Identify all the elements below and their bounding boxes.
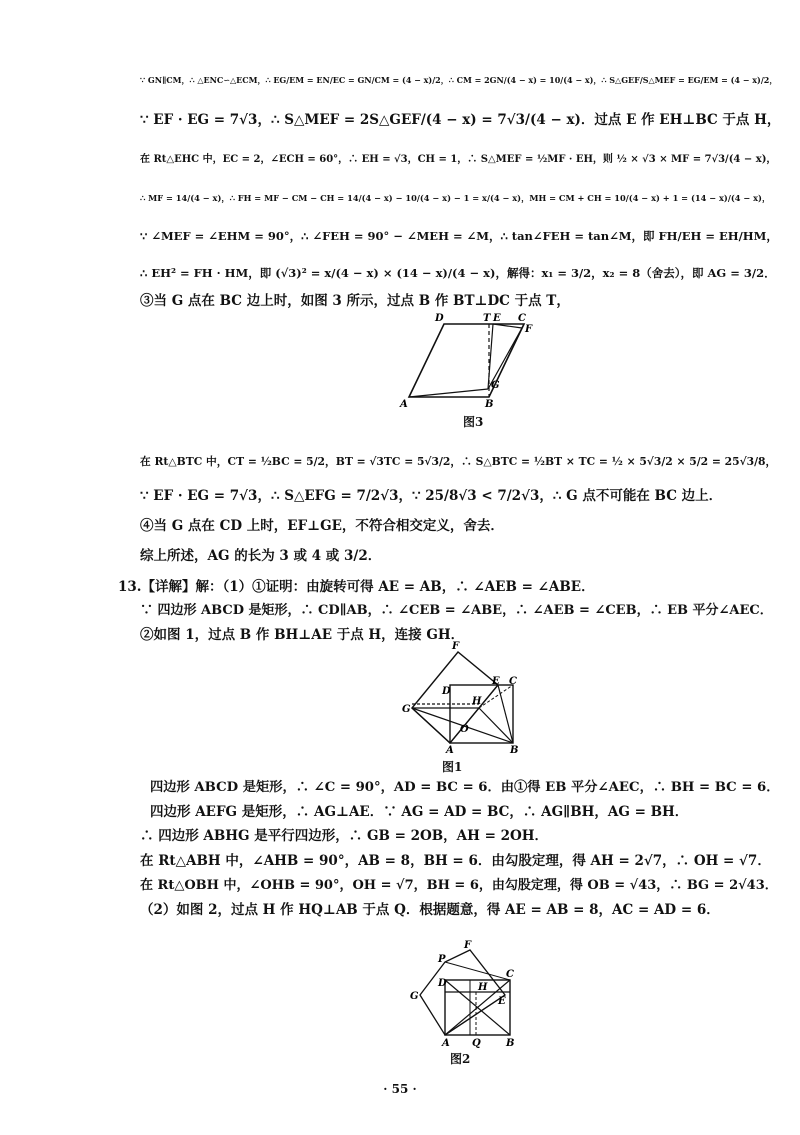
text-line: ∵ 四边形 ABCD 是矩形，∴ CD∥AB，∴ ∠CEB = ∠ABE，∴ ∠AEB = ∠CEB，∴ EB 平分∠AEC． [140, 603, 773, 618]
text-line: ∴ MF = 14/(4 − x)，∴ FH = MF − CM − CH = 14/(4 − x) − 10/(4 − x) − 1 = x/(4 − x)，MH = CM + CH = 10/(4 − x) + 1 = (14 − x)/(4 − x)， [140, 193, 771, 203]
line-ag [409, 389, 488, 397]
label-e: E [493, 313, 501, 324]
figure-3-caption: 图3 [463, 415, 484, 429]
label-g: G [410, 991, 419, 1002]
line-ae [445, 995, 505, 1035]
label-e: E [492, 676, 500, 687]
label-b: B [510, 745, 519, 755]
figure-2-caption: 图2 [450, 1052, 471, 1066]
figure-1 [400, 640, 530, 755]
label-g: G [402, 704, 411, 715]
parallelogram-abcd [409, 324, 524, 397]
text-line: 四边形 ABCD 是矩形，∴ ∠C = 90°，AD = BC = 6．由①得 EB 平分∠AEC，∴ BH = BC = 6． [150, 780, 780, 795]
label-d: D [438, 978, 447, 989]
rect-aefg [412, 652, 498, 743]
label-q: Q [472, 1038, 481, 1049]
label-h: H [478, 982, 488, 993]
text-line: ∴ EH² = FH · HM，即 (√3)² = x/(4 − x) × (14 − x)/(4 − x)，解得：x₁ = 3/2，x₂ = 8（舍去），即 AG = 3/2． [140, 266, 776, 280]
label-b: B [506, 1038, 515, 1049]
label-e: E [498, 996, 506, 1007]
figure-1-caption: 图1 [442, 760, 463, 774]
text-line: 综上所述，AG 的长为 3 或 4 或 3/2． [140, 548, 382, 564]
text-line: ③当 G 点在 BC 边上时，如图 3 所示，过点 B 作 BT⊥DC 于点 T， [140, 293, 570, 309]
figure-2 [400, 940, 525, 1050]
label-o: O [460, 724, 469, 735]
label-f: F [525, 324, 533, 335]
line-ae [450, 685, 498, 743]
label-h: H [472, 696, 482, 707]
text-line: ②如图 1，过点 B 作 BH⊥AE 于点 H，连接 GH． [140, 627, 465, 643]
label-g: G [491, 380, 500, 391]
label-p: P [438, 954, 446, 965]
label-t: T [483, 313, 491, 324]
text-line: 在 Rt△OBH 中，∠OHB = 90°，OH = √7，BH = 6，由勾股定理，得 OB = √43，∴ BG = 2√43． [140, 878, 778, 893]
text-line: 在 Rt△EHC 中，EC = 2，∠ECH = 60°，∴ EH = √3，CH = 1，∴ S△MEF = ½MF · EH，则 ½ × √3 × MF = 7√3/(4 − x)， [140, 154, 777, 165]
label-a: A [446, 745, 454, 755]
label-c: C [518, 313, 526, 324]
text-line: 四边形 AEFG 是矩形，∴ AG⊥AE．∵ AG = AD = BC，∴ AG∥BH，AG = BH． [150, 804, 689, 820]
figure-3 [395, 310, 540, 410]
text-line: ∵ EF · EG = 7√3，∴ S△MEF = 2S△GEF/(4 − x) = 7√3/(4 − x)．过点 E 作 EH⊥BC 于点 H， [140, 112, 781, 128]
text-line: ∵ ∠MEF = ∠EHM = 90°，∴ ∠FEH = 90° − ∠MEH = ∠M，∴ tan∠FEH = tan∠M，即 FH/EH = EH/HM， [140, 229, 778, 243]
label-f: F [464, 940, 472, 951]
label-f: F [452, 641, 460, 652]
label-c: C [506, 969, 514, 980]
line-pc [445, 962, 510, 980]
line-ag [412, 708, 450, 743]
label-a: A [400, 399, 408, 410]
label-a: A [442, 1038, 450, 1049]
label-b: B [485, 399, 494, 410]
text-line: ④当 G 点在 CD 上时，EF⊥GE，不符合相交定义，舍去． [140, 518, 504, 534]
text-line: 在 Rt△BTC 中，CT = ½BC = 5/2，BT = √3TC = 5√3/2，∴ S△BTC = ½BT × TC = ½ × 5√3/2 × 5/2 = 25√3/8， [140, 455, 777, 468]
label-d: D [435, 313, 444, 324]
label-c: C [509, 676, 517, 687]
text-line: 在 Rt△ABH 中，∠AHB = 90°，AB = 8，BH = 6．由勾股定理，得 AH = 2√7，∴ OH = √7． [140, 853, 771, 869]
page-number: · 55 · [383, 1082, 417, 1096]
text-line: ∴ 四边形 ABHG 是平行四边形，∴ GB = 2OB，AH = 2OH． [140, 828, 549, 844]
label-d: D [442, 686, 451, 697]
text-line: （2）如图 2，过点 H 作 HQ⊥AB 于点 Q．根据题意，得 AE = AB = 8，AC = AD = 6． [140, 902, 720, 918]
text-line: ∵ EF · EG = 7√3，∴ S△EFG = 7/2√3，∵ 25/8√3 < 7/2√3，∴ G 点不可能在 BC 边上． [140, 488, 723, 504]
text-line: ∵ GN∥CM，∴ △ENC∽△ECM，∴ EG/EM = EN/EC = GN/CM = (4 − x)/2，∴ CM = 2GN/(4 − x) = 10/(4 − x)，∴ S△GEF/S△MEF = EG/EM = (4 − x)/2， [140, 75, 778, 85]
question-13-heading: 13.【详解】解：（1）①证明：由旋转可得 AE = AB，∴ ∠AEB = ∠ABE． [118, 579, 595, 595]
